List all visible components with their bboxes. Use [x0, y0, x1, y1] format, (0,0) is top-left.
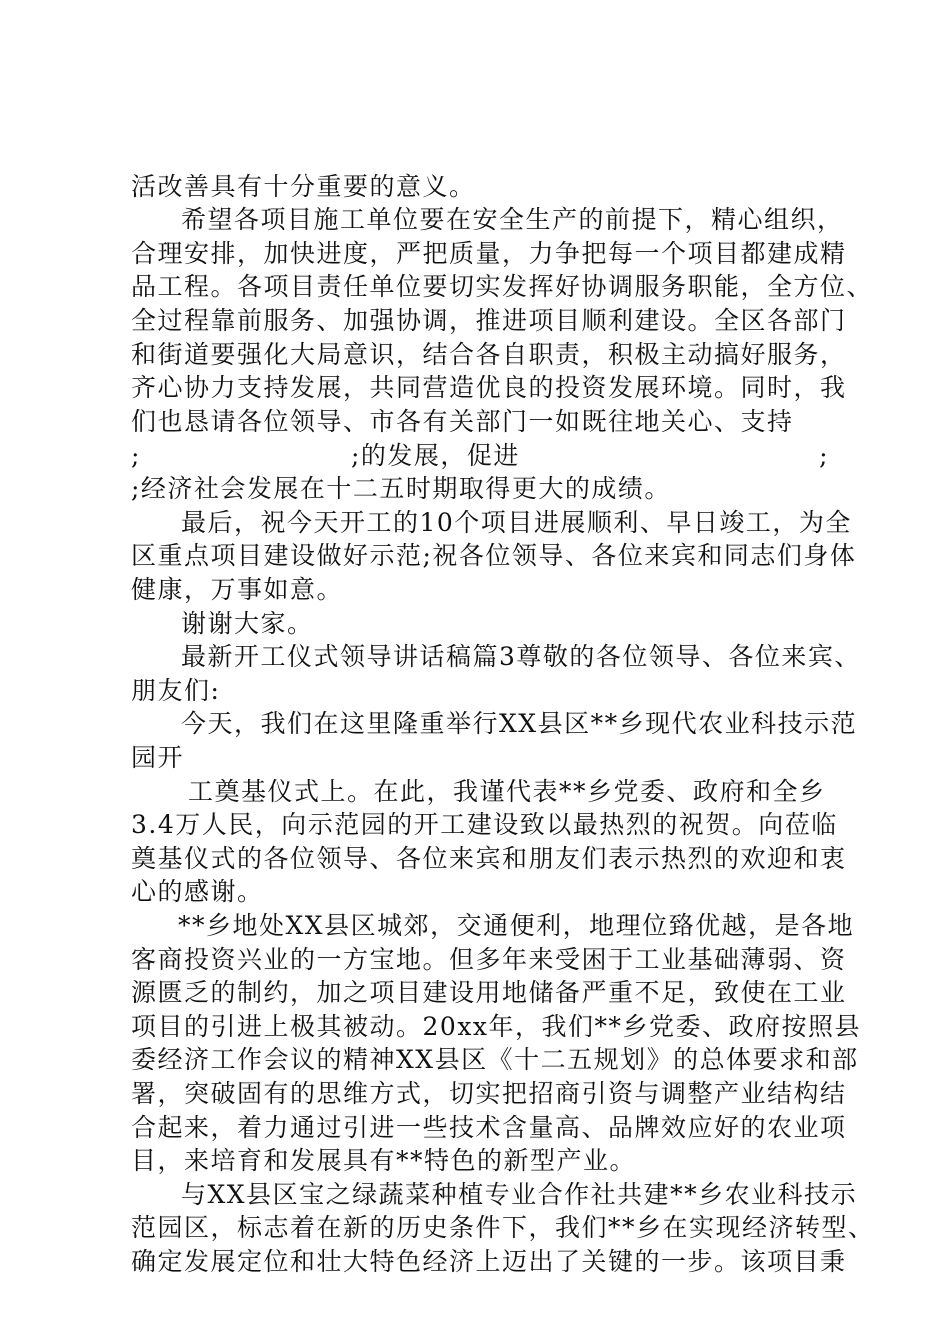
blank-marker: ; [131, 441, 141, 470]
text-line: 最后，祝今天开工的10个项目进展顺利、早日竣工，为全 [181, 508, 852, 537]
text-line: 奠基仪式的各位领导、各位来宾和朋友们表示热烈的欢迎和衷 [131, 844, 847, 873]
text-line: 今天，我们在这里隆重举行XX县区**乡现代农业科技示范 [181, 709, 858, 738]
text-line: **乡地处XX县区城郊，交通便利，地理位臵优越，是各地 [178, 911, 855, 940]
text-line: 3.4万人民，向示范园的开工建设致以最热烈的祝贺。向莅临 [131, 810, 838, 839]
text-line: 朋友们: [131, 676, 221, 705]
text-line: 项目的引进上极其被动。20xx年，我们**乡党委、政府按照县 [131, 1012, 862, 1041]
text-line: 希望各项目施工单位要在安全生产的前提下，精心组织， [181, 205, 844, 234]
text-line: 心的感谢。 [131, 877, 264, 906]
text-line: 署，突破固有的思维方式，切实把招商引资与调整产业结构结 [131, 1079, 847, 1108]
text-line: 确定发展定位和壮大特色经济上迈出了关键的一步。该项目秉 [131, 1247, 847, 1276]
text-line: 活改善具有十分重要的意义。 [131, 172, 476, 201]
text-line: 区重点项目建设做好示范;祝各位领导、各位来宾和同志们身体 [131, 541, 857, 570]
blank-marker: ; [819, 441, 829, 470]
text-line: 谢谢大家。 [181, 609, 314, 638]
text-line: 们也恳请各位领导、市各有关部门一如既往地关心、支持 [131, 407, 794, 436]
text-line: 园开 [131, 743, 185, 772]
text-line: 和街道要强化大局意识，结合各自职责，积极主动搞好服务， [131, 340, 847, 369]
text-line: 工奠基仪式上。在此，我谨代表**乡党委、政府和全乡 [188, 777, 826, 806]
text-line: ;经济社会发展在十二五时期取得更大的成绩。 [131, 474, 671, 503]
text-line: 客商投资兴业的一方宝地。但多年来受困于工业基础薄弱、资 [131, 945, 847, 974]
text-line: 齐心协力支持发展，共同营造优良的投资发展环境。同时，我 [131, 373, 847, 402]
text-line: 合理安排，加快进度，严把质量，力争把每一个项目都建成精 [131, 239, 847, 268]
text-fragment: ;的发展，促进 [350, 441, 520, 470]
text-line: 委经济工作会议的精神XX县区《十二五规划》的总体要求和部 [131, 1045, 859, 1074]
text-line: 品工程。各项目责任单位要切实发挥好协调服务职能，全方位、 [131, 272, 874, 301]
text-line: 范园区，标志着在新的历史条件下，我们**乡在实现经济转型、 [131, 1213, 875, 1242]
text-line: 合起来，着力通过引进一些技术含量高、品牌效应好的农业项 [131, 1113, 847, 1142]
text-line: 与XX县区宝之绿蔬菜种植专业合作社共建**乡农业科技示 [181, 1180, 858, 1209]
text-line: 全过程靠前服务、加强协调，推进项目顺利建设。全区各部门 [131, 306, 847, 335]
text-line: 源匮乏的制约，加之项目建设用地储备严重不足，致使在工业 [131, 978, 847, 1007]
text-line: 健康，万事如意。 [131, 575, 344, 604]
text-line-blanks [131, 439, 829, 473]
text-line: 目，来培育和发展具有**特色的新型产业。 [131, 1146, 637, 1175]
section-title-line: 最新开工仪式领导讲话稿篇3尊敬的各位领导、各位来宾、 [181, 642, 861, 671]
